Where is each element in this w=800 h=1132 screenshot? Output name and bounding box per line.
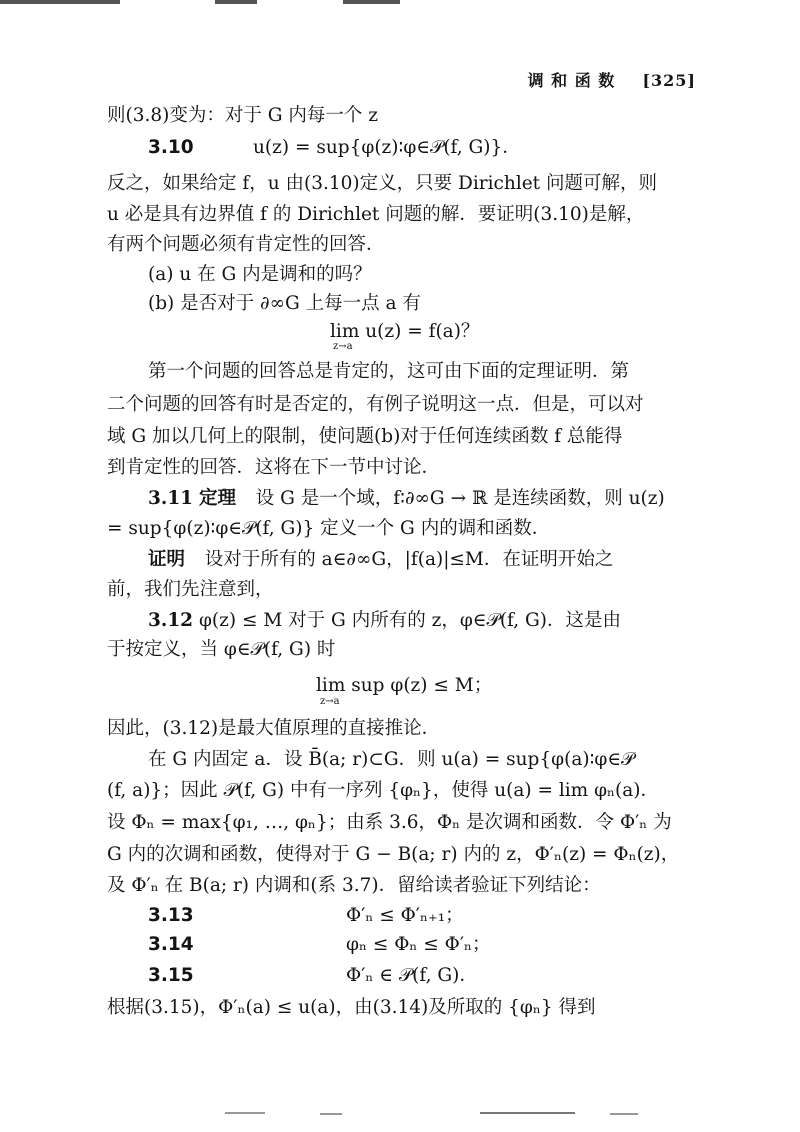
scan-noise	[610, 1113, 638, 1115]
display-limit-subscript: z→a	[333, 341, 353, 352]
text-line: 因此，(3.12)是最大值原理的直接推论．	[107, 718, 441, 739]
scan-edge-mark	[0, 0, 120, 4]
text-line: 根据(3.15)，Φ′ₙ(a) ≤ u(a)，由(3.14)及所取的 {φₙ} 得到	[107, 997, 596, 1018]
text-line: 到肯定性的回答．这将在下一节中讨论．	[107, 457, 441, 478]
item-3-12-text: φ(z) ≤ M 对于 G 内所有的 z，φ∈𝒫(f, G)．这是由	[198, 610, 621, 631]
display-limit: lim u(z) = f(a)？	[330, 321, 480, 342]
equation-3-14: φₙ ≤ Φₙ ≤ Φ′ₙ；	[346, 934, 491, 955]
equation-number: 3.13	[148, 905, 194, 926]
text-line: 则(3.8)变为：对于 G 内每一个 z	[107, 105, 379, 126]
text-line: 第一个问题的回答总是肯定的，这可由下面的定理证明．第	[148, 361, 630, 382]
equation-number: 3.12	[148, 610, 194, 631]
scan-edge-mark	[215, 0, 257, 4]
text-line: (f, a)}；因此 𝒫(f, G) 中有一序列 {φₙ}，使得 u(a) = lim φₙ(a)．	[107, 780, 660, 801]
equation-number: 3.14	[148, 934, 194, 955]
equation-3-10: u(z) = sup{φ(z)∶φ∈𝒫(f, G)}．	[253, 137, 521, 158]
text-line: 及 Φ′ₙ 在 B(a; r) 内调和(系 3.7)．留给读者验证下列结论：	[107, 875, 601, 896]
equation-3-13: Φ′ₙ ≤ Φ′ₙ₊₁；	[346, 905, 464, 926]
running-title: 调 和 函 数	[527, 71, 616, 90]
equation-number: 3.15	[148, 965, 194, 986]
equation-number: 3.10	[148, 137, 194, 158]
scan-noise	[225, 1112, 265, 1114]
scan-noise	[480, 1112, 575, 1114]
text-line: 前，我们先注意到，	[107, 579, 274, 600]
proof-label: 证明	[148, 549, 186, 570]
text-line: (b) 是否对于 ∂∞G 上每一点 a 有	[148, 293, 421, 314]
running-header	[528, 68, 696, 91]
theorem-number: 3.11	[148, 488, 194, 509]
theorem-3-11	[148, 487, 665, 511]
text-line: u 必是具有边界值 f 的 Dirichlet 问题的解．要证明(3.10)是解，	[107, 204, 645, 225]
page-number: [325]	[642, 71, 696, 90]
scan-noise	[320, 1113, 342, 1115]
text-line: 反之，如果给定 f，u 由(3.10)定义，只要 Dirichlet 问题可解，则	[107, 173, 657, 194]
text-line: 有两个问题必须有肯定性的回答．	[107, 234, 385, 255]
display-limsup-subscript: z→a	[320, 696, 340, 707]
text-line: 于按定义，当 φ∈𝒫(f, G) 时	[107, 639, 336, 660]
text-line: 设 Φₙ = max{φ₁, …, φₙ}；由系 3.6，Φₙ 是次调和函数．令 Φ′ₙ 为	[107, 812, 672, 833]
theorem-label: 定理	[198, 488, 236, 509]
proof-line	[148, 548, 613, 572]
theorem-statement: 设 G 是一个域，f∶∂∞G → ℝ 是连续函数，则 u(z)	[255, 488, 665, 509]
text-line: 域 G 加以几何上的限制，使问题(b)对于任何连续函数 f 总能得	[107, 426, 623, 447]
text-line: (a) u 在 G 内是调和的吗？	[148, 264, 372, 285]
text-line: 二个问题的回答有时是否定的，有例子说明这一点．但是，可以对	[107, 394, 644, 415]
text-line: G 内的次调和函数，使得对于 G − B(a; r) 内的 z，Φ′ₙ(z) = Φₙ(z)，	[107, 844, 680, 865]
text-line: = sup{φ(z)∶φ∈𝒫(f, G)} 定义一个 G 内的调和函数．	[107, 518, 551, 539]
text-line: 在 G 内固定 a．设 B̄(a; r)⊂G．则 u(a) = sup{φ(a)∶φ∈𝒫	[148, 749, 635, 770]
proof-text: 设对于所有的 a∈∂∞G，|f(a)|≤M．在证明开始之	[204, 549, 614, 570]
display-limsup: lim sup φ(z) ≤ M；	[316, 675, 493, 696]
item-3-12	[148, 609, 621, 633]
scan-edge-mark	[343, 0, 400, 4]
equation-3-15: Φ′ₙ ∈ 𝒫(f, G)．	[346, 965, 478, 986]
